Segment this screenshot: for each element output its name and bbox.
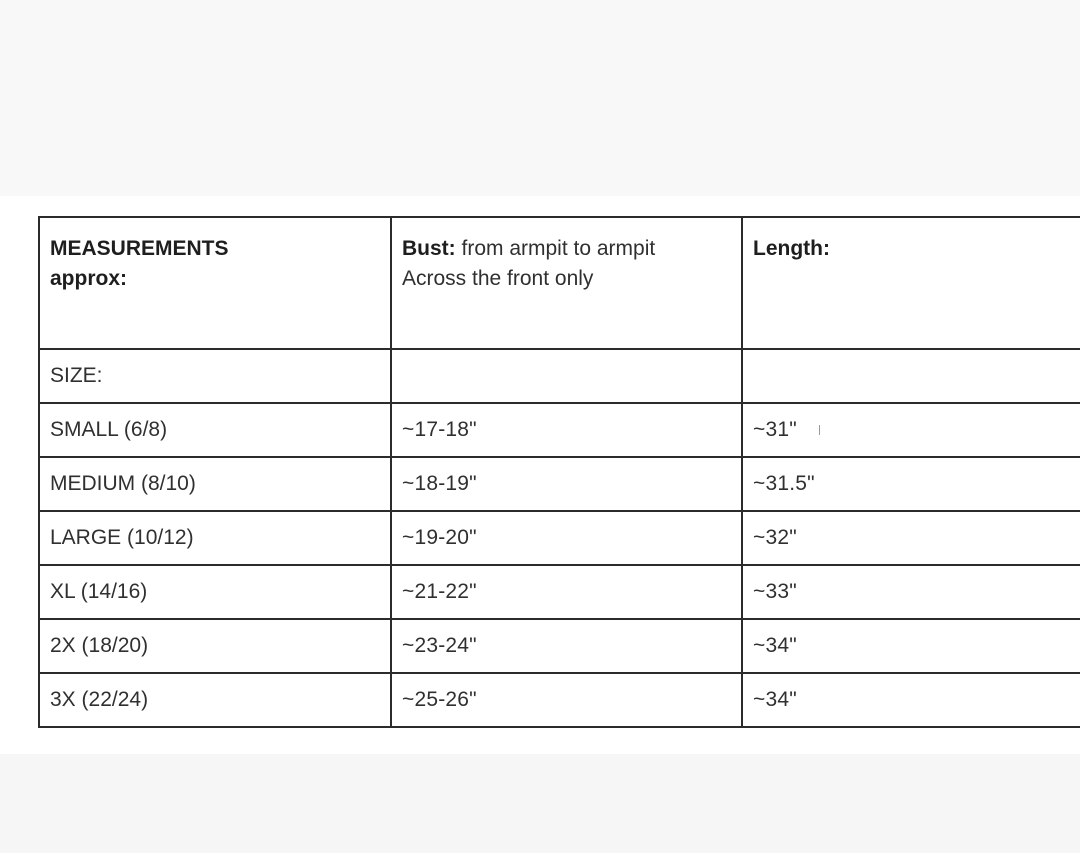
bust-cell: ~18-19" xyxy=(391,457,742,511)
header-bust-description: from armpit to armpit xyxy=(455,237,656,260)
header-measurements-label: MEASUREMENTS xyxy=(50,237,229,260)
length-cell: ~34" xyxy=(742,673,1080,727)
length-cell: ~32" xyxy=(742,511,1080,565)
header-bust-note: Across the front only xyxy=(402,267,594,290)
header-measurements-cell xyxy=(39,217,391,349)
size-chart-table xyxy=(38,216,1080,728)
length-cell: ~31.5" xyxy=(742,457,1080,511)
size-label-cell: SIZE: xyxy=(39,349,391,403)
header-length-cell xyxy=(742,217,1080,349)
header-length-label: Length: xyxy=(753,237,830,260)
table-header-row xyxy=(39,217,1080,349)
bottom-margin xyxy=(0,754,1080,853)
table-row xyxy=(39,403,1080,457)
size-cell: LARGE (10/12) xyxy=(39,511,391,565)
bust-cell: ~19-20" xyxy=(391,511,742,565)
header-approx-label: approx: xyxy=(50,267,128,290)
empty-cell xyxy=(391,349,742,403)
table-row xyxy=(39,511,1080,565)
length-cell xyxy=(742,403,1080,457)
table-row xyxy=(39,619,1080,673)
bust-cell: ~17-18" xyxy=(391,403,742,457)
stray-mark xyxy=(819,425,820,435)
length-value: ~31" xyxy=(753,418,797,441)
length-cell: ~34" xyxy=(742,619,1080,673)
table-row xyxy=(39,565,1080,619)
bust-cell: ~21-22" xyxy=(391,565,742,619)
header-bust-line1 xyxy=(402,234,731,264)
length-cell: ~33" xyxy=(742,565,1080,619)
table-row xyxy=(39,457,1080,511)
header-bust-cell xyxy=(391,217,742,349)
table-row xyxy=(39,673,1080,727)
empty-cell xyxy=(742,349,1080,403)
top-margin xyxy=(0,0,1080,196)
size-label-row xyxy=(39,349,1080,403)
size-cell: 2X (18/20) xyxy=(39,619,391,673)
size-cell: XL (14/16) xyxy=(39,565,391,619)
size-cell: MEDIUM (8/10) xyxy=(39,457,391,511)
size-cell: SMALL (6/8) xyxy=(39,403,391,457)
header-bust-label: Bust: xyxy=(402,237,456,260)
size-cell: 3X (22/24) xyxy=(39,673,391,727)
bust-cell: ~23-24" xyxy=(391,619,742,673)
bust-cell: ~25-26" xyxy=(391,673,742,727)
